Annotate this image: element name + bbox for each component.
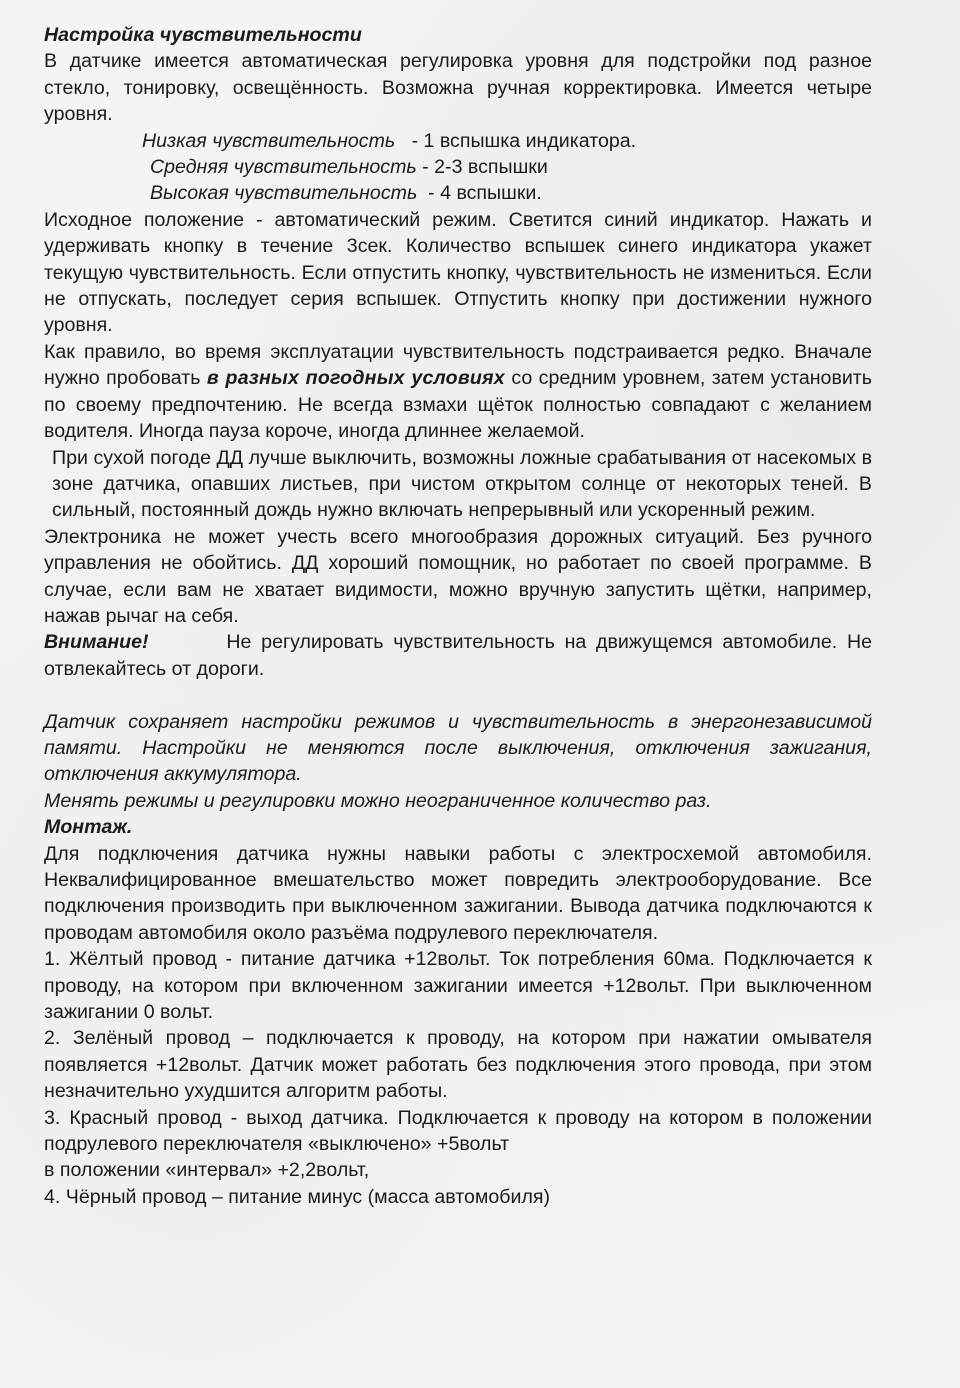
adjustment-text-start: Как правило, во время эксплуатации чувствительность подстраивается редко. Вначале нужно пробовать xyxy=(44,340,872,390)
paragraph-electronics: Электроника не может учесть всего многообразия дорожных ситуаций. Без ручного управления не обойтись. ДД хороший помощник, но работает по своей программе. В случае, если вам не хватает видимости, можно вручную запустить щётки, например, нажав рычаг на себя. xyxy=(44,525,872,627)
paragraph-initial-position: Исходное положение - автоматический режим. Светится синий индикатор. Нажать и удерживать кнопку в течение 3сек. Количество вспышек синего индикатора укажет текущую чувствительность. Если отпустить кнопку, чувствительность не измениться. Если не отпускать, последует серия вспышек. Отпустить кнопку при достижении нужного уровня. xyxy=(44,208,872,337)
wire-red-item-interval: в положении «интервал» +2,2вольт, xyxy=(44,1159,370,1182)
warning-label: Внимание! xyxy=(44,631,149,654)
level-medium-label: Средняя чувствительность xyxy=(150,156,417,179)
paragraph-adjustment xyxy=(44,339,872,445)
warning-text: Не регулировать чувствительность на движущемся автомобиле. Не отвлекайтесь от дороги. xyxy=(44,631,872,680)
sensitivity-intro: В датчике имеется автоматическая регулировка уровня для подстройки под разное стекло, тонировку, освещённость. Возможна ручная корректировка. Имеется четыре уровня. xyxy=(44,50,872,126)
adjustment-emphasis: в разных погодных условиях xyxy=(206,367,505,390)
level-low-value: - 1 вспышка индикатора. xyxy=(411,129,637,152)
paragraph-unlimited-changes: Менять режимы и регулировки можно неограниченное количество раз. xyxy=(44,789,712,812)
mounting-intro: Для подключения датчика нужны навыки работы с электросхемой автомобиля. Неквалифицированное вмешательство может повредить электрооборудование. Все подключения производить при выключенном зажигании. Вывода датчика подключаются к проводам автомобиля около разъёма подрулевого переключателя. xyxy=(44,842,872,944)
document-body xyxy=(44,22,872,1210)
paragraph-warning xyxy=(44,629,872,682)
paragraph-dry-weather: При сухой погоде ДД лучше выключить, возможны ложные срабатывания от насекомых в зоне датчика, опавших листьев, при чистом открытом солнце от некоторых теней. В сильный, постоянный дождь нужно включать непрерывный или ускоренный режим. xyxy=(52,446,872,522)
adjustment-text-end: со средним уровнем, затем установить по своему предпочтению. Не всегда взмахи щёток полностью совпадают с желанием водителя. Иногда пауза короче, иногда длиннее желаемой. xyxy=(44,367,872,443)
level-low-label: Низкая чувствительность xyxy=(142,129,396,152)
wire-green-item: 2. Зелёный провод – подключается к проводу, на котором при нажатии омывателя появляется +12вольт. Датчик может работать без подключения этого провода, при этом незначительно ухудшится алгоритм работы. xyxy=(44,1027,872,1103)
level-high-label: Высокая чувствительность xyxy=(150,182,418,205)
level-high-value: - 4 вспышки. xyxy=(428,182,542,205)
section-title-mounting: Монтаж. xyxy=(44,816,133,839)
paragraph-memory: Датчик сохраняет настройки режимов и чувствительность в энергонезависимой памяти. Настройки не меняются после выключения, отключения зажигания, отключения аккумулятора. xyxy=(44,710,872,786)
spacer xyxy=(44,682,872,708)
wire-yellow-item: 1. Жёлтый провод - питание датчика +12вольт. Ток потребления 60ма. Подключается к проводу, на котором при включенном зажигании имеется +12вольт. При выключенном зажигании 0 вольт. xyxy=(44,948,872,1024)
level-high xyxy=(44,180,872,206)
level-medium-value: - 2-3 вспышки xyxy=(422,156,548,179)
wire-black-item: 4. Чёрный провод – питание минус (масса автомобиля) xyxy=(44,1185,551,1208)
level-medium xyxy=(44,154,872,180)
section-title-sensitivity: Настройка чувствительности xyxy=(44,24,362,46)
level-low xyxy=(44,128,872,154)
wire-red-item: 3. Красный провод - выход датчика. Подключается к проводу на котором в положении подрулевого переключателя «выключено» +5вольт xyxy=(44,1106,872,1156)
